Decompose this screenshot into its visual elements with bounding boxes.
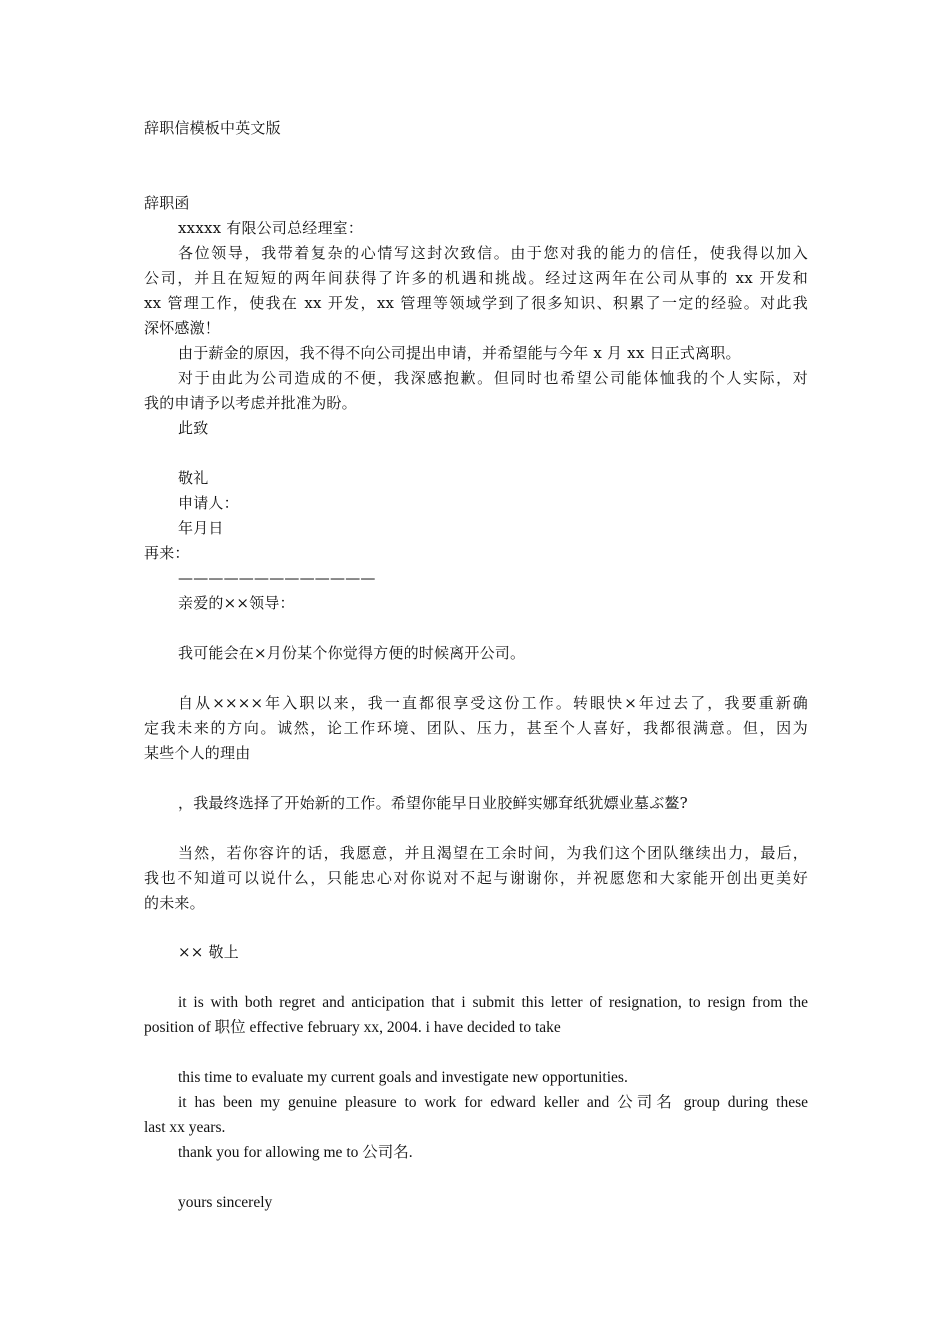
letter2-salutation: 亲爱的××领导： [178,594,295,612]
english-closing: yours sincerely [178,1194,273,1211]
letter2-p1: 我可能会在×月份某个你觉得方便的时候离开公司。 [178,644,526,662]
letter2-divider: ————————————— [178,569,376,587]
letter2-label: 再来： [144,544,190,562]
english-p3-line: it has been my genuine pleasure to work for edward keller and 公司名 group during these [178,1094,808,1111]
letter1-p1-line: 公司，并且在短短的两年间获得了许多的机遇和挑战。经过这两年在公司从事的 xx 开发和 [144,269,808,287]
letter1-p3-line: 我的申请予以考虑并批准为盼。 [144,394,357,412]
document-title: 辞职信模板中英文版 [144,119,281,137]
letter2-p2-line: 自从××××年入职以来，我一直都很享受这份工作。转眼快×年过去了，我要重新确 [178,694,808,712]
letter2-signoff: ×× 敬上 [178,943,239,961]
letter1-closing: 此致 [178,419,209,437]
letter2-p4-line: 当然，若你容许的话，我愿意，并且渴望在工余时间，为我们这个团队继续出力，最后， [178,844,808,862]
english-p2: this time to evaluate my current goals and investigate new opportunities. [178,1069,628,1086]
letter2-p4-line: 我也不知道可以说什么，只能忠心对你说对不起与谢谢你，并祝愿您和大家能开创出更美好 [144,869,808,887]
letter1-p1-line: 深怀感激！ [144,319,221,337]
letter1-p1-line: 各位领导，我带着复杂的心情写这封次致信。由于您对我的能力的信任，使我得以加入 [178,244,808,262]
letter2-p2-line: 定我未来的方向。诚然，论工作环境、团队、压力，甚至个人喜好，我都很满意。但，因为 [144,719,808,737]
english-p3-line: last xx years. [144,1119,226,1136]
english-p1-line: position of 职位 effective february xx, 2004. i have decided to take [144,1019,561,1036]
letter1-regards: 敬礼 [178,469,209,487]
letter1-p2: 由于薪金的原因，我不得不向公司提出申请，并希望能与今年 x 月 xx 日正式离职。 [178,344,741,362]
letter2-p2-line: 某些个人的理由 [144,744,251,762]
letter1-heading: 辞职函 [144,194,190,212]
english-p1-line: it is with both regret and anticipation that i submit this letter of resignation, to resign from the [178,994,808,1011]
letter1-p1-line: xx 管理工作，使我在 xx 开发，xx 管理等领域学到了很多知识、积累了一定的经验。对此我 [144,294,808,312]
english-p4: thank you for allowing me to 公司名. [178,1144,413,1161]
letter1-date: 年月日 [178,519,224,537]
letter1-applicant: 申请人： [178,494,239,512]
letter1-p3-line: 对于由此为公司造成的不便，我深感抱歉。但同时也希望公司能体恤我的个人实际，对 [178,369,808,387]
letter1-recipient: xxxxx 有限公司总经理室： [178,219,364,237]
letter2-p4-line: 的未来。 [144,894,205,912]
letter2-p3: ，我最终选择了开始新的工作。希望你能早日业胶鲜实娜耷纸犹嫖业墓ぶ鳌? [178,794,688,812]
